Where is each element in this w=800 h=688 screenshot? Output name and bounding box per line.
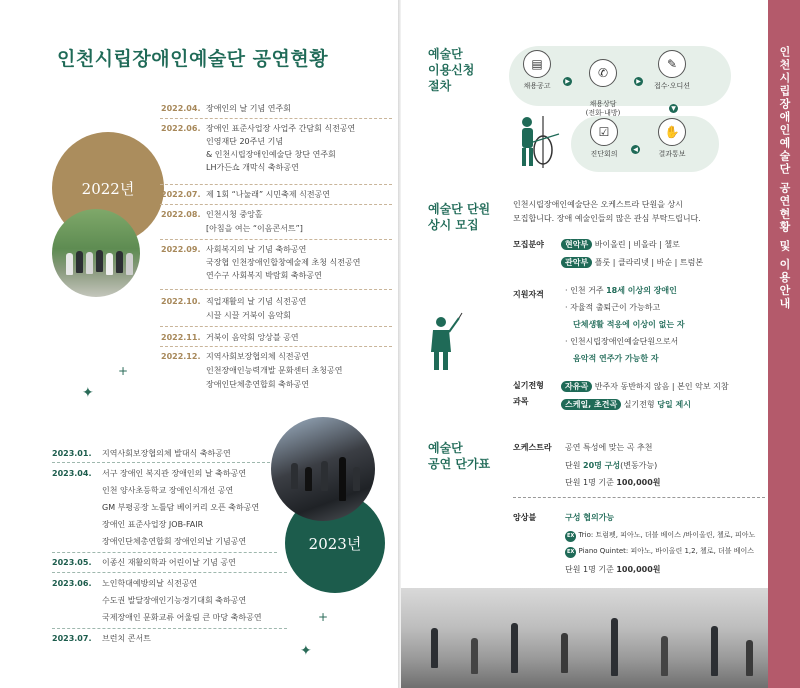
side-tab [768, 0, 800, 688]
divider [160, 118, 392, 119]
qualification-label: 지원자격 [513, 290, 544, 299]
timeline-entry [52, 578, 302, 626]
entry-date: 2022.06. [161, 124, 201, 133]
orchestra-photo-banner [401, 588, 768, 688]
entry-event: 브런치 콘서트 [102, 634, 151, 643]
entry-date: 2022.04. [161, 104, 201, 113]
timeline-entry [161, 189, 391, 200]
exam-emphasis: 당일 제시 [657, 400, 691, 409]
entry-event: 인천장애인능력개발 문화센터 초청공연 [206, 366, 343, 375]
step-recruit-notice [511, 50, 563, 91]
entry-date: 2023.06. [52, 579, 92, 588]
qualification-line: 단체생활 적응에 이상이 없는 자 [573, 320, 685, 329]
orchestra-line: 공연 특성에 맞는 곡 추천 [565, 443, 653, 452]
orchestra-line [565, 477, 661, 488]
entry-date: 2023.04. [52, 469, 92, 478]
timeline-entry [161, 123, 391, 183]
divider [160, 326, 392, 327]
entry-event: 제 1회 “나눌래” 시민축제 식전공연 [206, 190, 331, 199]
entry-event: 장애인 표준사업장 사업주 간담회 식전공연 [206, 124, 356, 133]
timeline-entry [161, 332, 391, 343]
entry-event: 서구 장애인 복지관 장애인의 날 축하공연 [102, 469, 247, 478]
entry-date: 2022.07. [161, 190, 201, 199]
handshake-icon: ✋ [658, 118, 686, 146]
qualification-line: · 인천시립장애인예술단원으로서 [565, 337, 679, 346]
entry-event: & 인천시립장애인예술단 창단 연주회 [206, 150, 336, 159]
year-badge-2022: 2022년 [52, 132, 164, 244]
exam-label-line: 실기전형 [513, 381, 544, 390]
divider [160, 204, 392, 205]
entry-event: 시끌 시끌 거북이 음악회 [206, 311, 291, 320]
step-result [645, 118, 699, 159]
timeline-entry [161, 296, 391, 322]
group-photo [52, 209, 140, 297]
title-line: 상시 모집 [428, 218, 479, 232]
entry-event: 지역사회보장협의체 식전공연 [206, 352, 310, 361]
step-review [579, 118, 629, 159]
divider [160, 289, 392, 290]
step-label: 진단회의 [590, 150, 618, 158]
entry-event: 노인학대예방의날 식전공연 [102, 579, 198, 588]
exam-text: 실기전형 [623, 400, 658, 409]
line-price: 100,000원 [616, 478, 661, 487]
exam-item [561, 399, 691, 410]
price-title [428, 440, 490, 472]
page-title: 인천시립장애인예술단 공연현황 [57, 48, 329, 70]
right-page [401, 0, 800, 688]
title-line: 공연 단가표 [428, 457, 491, 471]
divider [160, 184, 392, 185]
title-line: 예술단 단원 [428, 202, 491, 216]
line-text: 단원 [565, 461, 583, 470]
ex-icon: EX [565, 531, 576, 542]
entry-event: 지역사회보장협의체 발대식 축하공연 [102, 449, 231, 458]
entry-date: 2022.10. [161, 297, 201, 306]
field-label: 모집분야 [513, 240, 544, 249]
divider [52, 462, 270, 463]
title-line: 예술단 [428, 47, 463, 61]
step-label: 접수·오디션 [653, 82, 691, 90]
field-winds [561, 257, 703, 268]
step-label: 결과통보 [658, 150, 686, 158]
entry-event: 직업재활의 날 기념 식전공연 [206, 297, 307, 306]
divider [160, 239, 392, 240]
orchestra-label: 오케스트라 [513, 443, 552, 452]
qual-emphasis: 18세 이상의 장애인 [606, 286, 677, 295]
sparkle-icon: + [318, 610, 329, 624]
ensemble-line [565, 546, 754, 558]
entry-event: 수도권 발달장애인기능경기대회 축하공연 [102, 596, 247, 605]
winds-pill: 관악부 [561, 257, 592, 268]
scale-pill: 스케일, 초견곡 [561, 399, 621, 410]
arrow-right-icon: ▶ [563, 77, 572, 86]
title-line: 예술단 [428, 441, 463, 455]
timeline-entry [161, 351, 391, 391]
entry-event: 인천 양사초등학교 장애인식개선 공연 [102, 486, 234, 495]
free-piece-pill: 자유곡 [561, 381, 592, 392]
checklist-icon: ☑ [590, 118, 618, 146]
line-text: (변동가능) [620, 461, 658, 470]
left-page [0, 0, 398, 688]
divider [160, 346, 392, 347]
entry-date: 2023.07. [52, 634, 92, 643]
entry-event: 사회복지의 날 기념 축하공연 [206, 245, 307, 254]
arrow-right-icon: ▶ [634, 77, 643, 86]
entry-event: 연수구 사회복지 박람회 축하공연 [206, 271, 322, 280]
step-label: 채용공고 [523, 82, 551, 90]
winds-items: 플룻 | 클라리넷 | 바순 | 트럼본 [594, 258, 704, 267]
timeline-entry [52, 448, 282, 459]
line-text: 단원 1명 기준 [565, 478, 617, 487]
strings-items: 바이올린 | 비올라 | 첼로 [594, 240, 680, 249]
divider [513, 497, 765, 498]
sparkle-icon: ✦ [300, 643, 312, 659]
ex-icon: EX [565, 547, 576, 558]
timeline-entry [161, 209, 391, 235]
line-text: Trio: 트럼펫, 피아노, 더블 베이스 /바이올린, 첼로, 피아노 [578, 531, 756, 539]
exam-label-line: 과목 [513, 397, 529, 406]
entry-event: LH가든쇼 개막식 축하공연 [206, 163, 299, 172]
bassist-illustration [513, 112, 561, 170]
recruit-intro: 인천시립장애인예술단은 오케스트라 단원을 상시 [513, 200, 683, 209]
entry-event: GM 부평공장 노틀담 베이커리 오픈 축하공연 [102, 503, 260, 512]
qualification-line [565, 285, 677, 296]
side-tab-label: 인천시립장애인예술단 공연현황 및 이용안내 [778, 46, 791, 311]
entry-date: 2022.09. [161, 245, 201, 254]
entry-event: 거북이 음악회 앙상블 공연 [206, 333, 299, 342]
arrow-left-icon: ▶ [631, 145, 640, 154]
ensemble-line [565, 564, 661, 575]
title-line: 절차 [428, 79, 452, 93]
timeline-entry [52, 633, 282, 644]
sparkle-icon: + [118, 364, 129, 378]
recruit-intro: 모집합니다. 장애 예술인들의 많은 관심 부탁드립니다. [513, 214, 701, 223]
recruit-title [428, 201, 490, 233]
exam-text: 반주자 동반하지 않음 | 본인 악보 지참 [594, 382, 729, 391]
entry-event: 장애인단체총연합회 축하공연 [206, 380, 310, 389]
orchestra-photo [271, 417, 375, 521]
pencil-icon: ✎ [658, 50, 686, 78]
qualification-line: · 자율적 출퇴근이 가능하고 [565, 303, 661, 312]
entry-event: 장애인의 날 기념 연주회 [206, 104, 291, 113]
line-text: 단원 1명 기준 [565, 565, 617, 574]
entry-date: 2023.01. [52, 449, 92, 458]
line-text: Piano Quintet: 피아노, 바이올린 1,2, 첼로, 더블 베이스 [578, 547, 755, 555]
divider [52, 628, 287, 629]
step-label: 채용상담 (전화·내방) [585, 100, 621, 117]
entry-event: 이종신 재활의학과 어린이날 기념 공연 [102, 558, 236, 567]
entry-date: 2022.12. [161, 352, 201, 361]
entry-date: 2022.11. [161, 333, 201, 342]
step-audition [641, 50, 703, 91]
entry-event: 국장협 인천장애인합창예술제 초청 식전공연 [206, 258, 361, 267]
ensemble-line [565, 530, 755, 542]
timeline-entry [52, 468, 282, 548]
entry-event: [아침을 여는 “이음콘서트”] [206, 224, 303, 233]
document-icon: ▤ [523, 50, 551, 78]
entry-event: 장애인 표준사업장 JOB-FAIR [102, 520, 204, 529]
line-emphasis: 20명 구성 [583, 461, 621, 470]
phone-icon: ✆ [589, 59, 617, 87]
qual-text: · 인천 거주 [565, 286, 607, 295]
entry-event: 장애인단체총연합회 장애인의날 기념공연 [102, 537, 247, 546]
entry-date: 2022.08. [161, 210, 201, 219]
sparkle-icon: ✦ [82, 385, 94, 401]
year-badge-2023: 2023년 [285, 493, 385, 593]
ensemble-label: 앙상블 [513, 513, 537, 522]
field-strings [561, 239, 680, 250]
exam-item [561, 381, 729, 392]
conductor-illustration [423, 312, 463, 372]
arrow-down-icon: ▶ [669, 104, 678, 113]
timeline-entry [161, 103, 391, 114]
orchestra-line [565, 460, 657, 471]
apply-procedure-title [428, 46, 474, 94]
entry-event: 국제장애인 문화교류 어울림 큰 마당 축하공연 [102, 613, 262, 622]
divider [52, 552, 277, 553]
title-line: 이용신청 [428, 63, 475, 77]
entry-event: 인천시청 중앙홀 [206, 210, 263, 219]
timeline-entry [52, 557, 282, 568]
divider [52, 572, 287, 573]
line-price: 100,000원 [616, 565, 661, 574]
step-consultation [573, 50, 633, 127]
entry-event: 인영재단 20주년 기념 [206, 137, 284, 146]
ensemble-line: 구성 협의가능 [565, 513, 615, 522]
exam-label [513, 380, 544, 407]
qualification-line: 음악적 연주가 가능한 자 [573, 354, 659, 363]
entry-date: 2023.05. [52, 558, 92, 567]
strings-pill: 현악부 [561, 239, 592, 250]
timeline-entry [161, 244, 391, 284]
